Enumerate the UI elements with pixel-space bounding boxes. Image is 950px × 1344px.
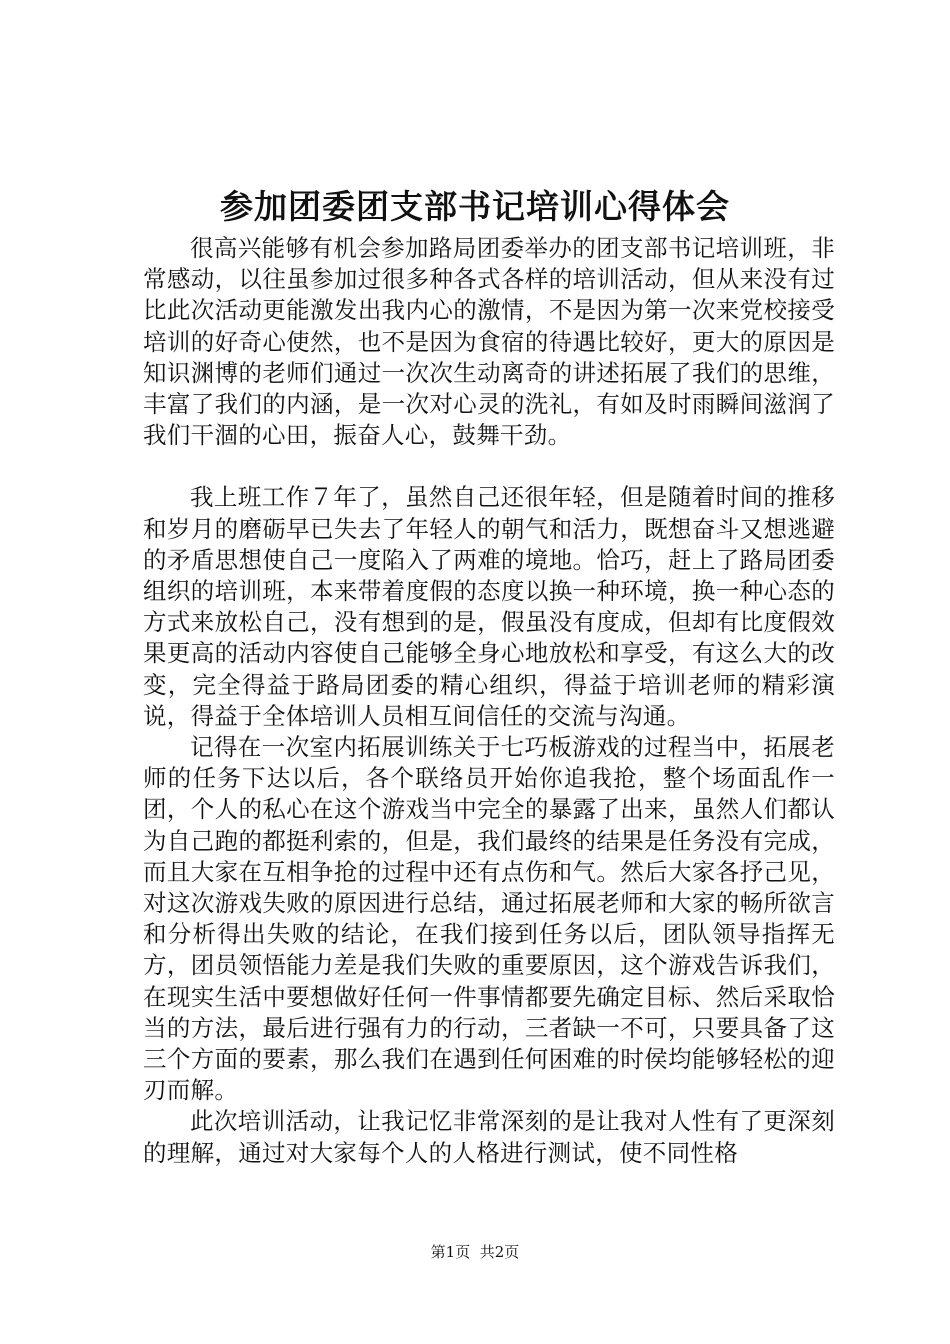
document-body [143,233,835,1169]
paragraph-2: 我上班工作７年了，虽然自己还很年轻，但是随着时间的推移和岁月的磨砺早已失去了年轻人的朝气和活力，既想奋斗又想逃避的矛盾思想使自己一度陷入了两难的境地。恰巧，赶上了路局团委组织的培训班，本来带着度假的态度以换一种环境，换一种心态的方式来放松自己，没有想到的是，假虽没有度成，但却有比度假效果更高的活动内容使自己能够全身心地放松和享受，有这么大的改变，完全得益于路局团委的精心组织，得益于培训老师的精彩演说，得益于全体培训人员相互间信任的交流与沟通。 [143,483,835,730]
paragraph-1: 很高兴能够有机会参加路局团委举办的团支部书记培训班，非常感动，以往虽参加过很多种各式各样的培训活动，但从来没有过比此次活动更能激发出我内心的激情，不是因为第一次来党校接受培训的好奇心使然，也不是因为食宿的待遇比较好，更大的原因是知识渊博的老师们通过一次次生动离奇的讲述拓展了我们的思维，丰富了我们的内涵，是一次对心灵的洗礼，有如及时雨瞬间滋润了我们干涸的心田，振奋人心，鼓舞干劲。 [143,234,835,450]
page-total: 共2页 [479,1243,520,1261]
paragraph-4: 此次培训活动，让我记忆非常深刻的是让我对人性有了更深刻的理解，通过对大家每个人的人格进行测试，使不同性格 [143,1107,835,1167]
footer-spacer [470,1243,480,1261]
paragraph-3: 记得在一次室内拓展训练关于七巧板游戏的过程当中，拓展老师的任务下达以后，各个联络员开始你追我抢，整个场面乱作一团，个人的私心在这个游戏当中完全的暴露了出来，虽然人们都认为自己跑的都挺利索的，但是，我们最终的结果是任务没有完成，而且大家在互相争抢的过程中还有点伤和气。然后大家各抒己见，对这次游戏失败的原因进行总结，通过拓展老师和大家的畅所欲言和分析得出失败的结论，在我们接到任务以后，团队领导指挥无方，团员领悟能力差是我们失败的重要原因，这个游戏告诉我们，在现实生活中要想做好任何一件事情都要先确定目标、然后采取恰当的方法，最后进行强有力的行动，三者缺一不可，只要具备了这三个方面的要素，那么我们在遇到任何困难的时侯均能够轻松的迎刃而解。 [143,733,835,1105]
page-number: 第1页 [430,1243,471,1261]
document-title: 参加团委团支部书记培训心得体会 [220,187,730,226]
page-footer [0,1242,950,1262]
